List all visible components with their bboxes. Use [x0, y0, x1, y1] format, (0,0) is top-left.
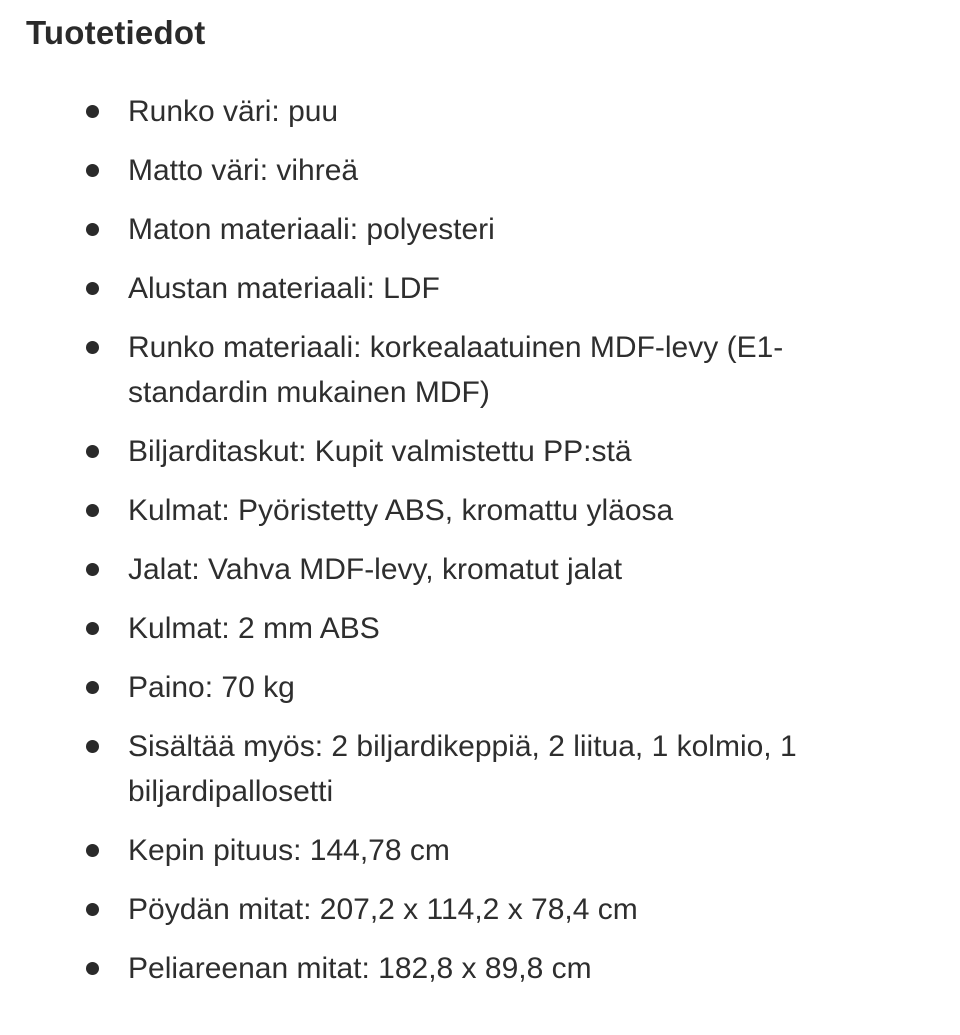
list-item	[128, 606, 868, 651]
bullet-icon	[86, 563, 99, 576]
list-item-text: Kulmat: Pyöristetty ABS, kromattu yläosa	[128, 494, 674, 527]
list-item-text: Pöydän mitat: 207,2 x 114,2 x 78,4 cm	[128, 893, 638, 926]
list-item	[128, 946, 868, 991]
bullet-icon	[86, 105, 99, 118]
list-item	[128, 89, 868, 134]
list-item	[128, 887, 868, 932]
list-item	[128, 207, 868, 252]
list-item	[128, 325, 868, 415]
list-item	[128, 665, 868, 710]
list-item	[128, 724, 868, 814]
bullet-icon	[86, 223, 99, 236]
list-item-text: Paino: 70 kg	[128, 671, 295, 704]
list-item-text: Runko väri: puu	[128, 95, 339, 128]
list-item-text: Runko materiaali: korkealaatuinen MDF-levy (E1-standardin mukainen MDF)	[128, 331, 784, 409]
list-item	[128, 547, 868, 592]
bullet-icon	[86, 903, 99, 916]
list-item-text: Kulmat: 2 mm ABS	[128, 612, 380, 645]
bullet-icon	[86, 962, 99, 975]
bullet-icon	[86, 164, 99, 177]
bullet-icon	[86, 445, 99, 458]
list-item	[128, 148, 868, 193]
list-item	[128, 429, 868, 474]
list-item-text: Sisältää myös: 2 biljardikeppiä, 2 liitua, 1 kolmio, 1 biljardipallosetti	[128, 730, 797, 808]
list-item-text: Matto väri: vihreä	[128, 154, 359, 187]
bullet-icon	[86, 622, 99, 635]
list-item	[128, 828, 868, 873]
list-item-text: Jalat: Vahva MDF-levy, kromatut jalat	[128, 553, 623, 586]
list-item-text: Maton materiaali: polyesteri	[128, 213, 495, 246]
bullet-icon	[86, 282, 99, 295]
list-item-text: Alustan materiaali: LDF	[128, 272, 440, 305]
bullet-icon	[86, 504, 99, 517]
list-item-text: Kepin pituus: 144,78 cm	[128, 834, 450, 867]
list-item	[128, 488, 868, 533]
list-item	[128, 266, 868, 311]
list-item-text: Peliareenan mitat: 182,8 x 89,8 cm	[128, 952, 592, 985]
product-details-list	[0, 89, 868, 1005]
bullet-icon	[86, 681, 99, 694]
section-heading: Tuotetiedot	[26, 14, 206, 51]
bullet-icon	[86, 844, 99, 857]
bullet-icon	[86, 341, 99, 354]
bullet-icon	[86, 740, 99, 753]
list-item-text: Biljarditaskut: Kupit valmistettu PP:stä	[128, 435, 632, 468]
